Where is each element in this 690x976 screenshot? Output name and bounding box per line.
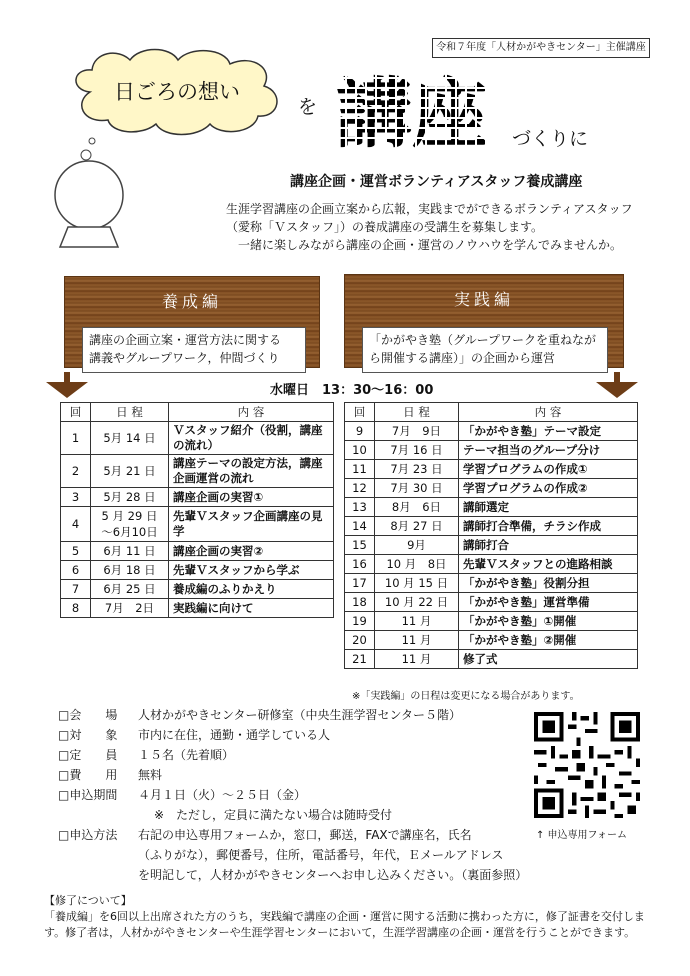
- row-content: 「かがやき塾」②開催: [459, 631, 638, 650]
- col-no: 回: [345, 403, 375, 422]
- qr-code-icon[interactable]: [534, 712, 640, 818]
- qr-caption: ↑ 申込専用フォーム: [536, 830, 628, 841]
- kouza-dotmatrix-title: [336, 66, 496, 152]
- row-date: 10 月 15 日: [375, 574, 459, 593]
- row-date: 5 月 29 日 ～6月10日: [91, 507, 169, 542]
- fee-value: 無料: [138, 768, 163, 782]
- table-row: [345, 536, 638, 555]
- row-content: 講座テーマの設定方法，講座企画運営の流れ: [169, 455, 334, 488]
- row-content: 「かがやき塾」役割分担: [459, 574, 638, 593]
- course-a-desc: 講座の企画立案・運営方法に関する 講義やグループワーク，仲間づくり: [82, 327, 306, 373]
- table-row: [61, 580, 334, 599]
- target-value: 市内に在住，通勤・通学している人: [138, 728, 331, 742]
- completion-title: 【修了について】: [44, 894, 132, 907]
- completion-section: [44, 893, 656, 941]
- table-row: [61, 455, 334, 488]
- row-number: 12: [345, 479, 375, 498]
- table-row: [61, 542, 334, 561]
- row-date: 8月 27 日: [375, 517, 459, 536]
- row-date: 7月 16 日: [375, 441, 459, 460]
- row-content: 講師打合: [459, 536, 638, 555]
- subtitle: 講座企画・運営ボランティアスタッフ養成講座: [290, 174, 583, 190]
- row-content: 先輩Ｖスタッフから学ぶ: [169, 561, 334, 580]
- capacity-value: １５名（先着順）: [138, 748, 235, 762]
- row-content: 先輩Ｖスタッフとの進路相談: [459, 555, 638, 574]
- capacity-label: □定 員: [58, 748, 118, 762]
- row-date: 9月: [375, 536, 459, 555]
- col-no: 回: [61, 403, 91, 422]
- schedule-note: ※「実践編」の日程は変更になる場合があります。: [352, 691, 580, 702]
- row-content: 「かがやき塾」運営準備: [459, 593, 638, 612]
- arrow-down-icon: [44, 372, 90, 398]
- row-number: 19: [345, 612, 375, 631]
- row-number: 21: [345, 650, 375, 669]
- intro-line: （愛称「Ｖスタッフ」）の養成講座の受講生を募集します。: [226, 220, 544, 234]
- arrow-down-icon: [594, 372, 640, 398]
- info-section: [58, 705, 538, 885]
- table-row: [345, 631, 638, 650]
- table-row: [345, 612, 638, 631]
- col-content: 内 容: [169, 403, 334, 422]
- table-row: [345, 593, 638, 612]
- row-date: 7月 9日: [375, 422, 459, 441]
- method-line: （ふりがな），郵便番号，住所，電話番号，年代，Ｅメールアドレス: [138, 848, 504, 862]
- row-content: 学習プログラムの作成②: [459, 479, 638, 498]
- row-content: 講師打合準備，チラシ作成: [459, 517, 638, 536]
- row-date: 5月 28 日: [91, 488, 169, 507]
- row-content: 講師選定: [459, 498, 638, 517]
- venue-value: 人材かがやきセンター研修室（中央生涯学習センター５階）: [138, 708, 462, 722]
- svg-text:講座: 講座: [336, 69, 488, 152]
- row-date: 6月 11 日: [91, 542, 169, 561]
- row-number: 5: [61, 542, 91, 561]
- table-row: [61, 561, 334, 580]
- row-number: 18: [345, 593, 375, 612]
- row-content: 先輩Ｖスタッフ企画講座の見学: [169, 507, 334, 542]
- row-content: テーマ担当のグループ分け: [459, 441, 638, 460]
- row-number: 11: [345, 460, 375, 479]
- table-row: [345, 555, 638, 574]
- row-number: 4: [61, 507, 91, 542]
- target-label: □対 象: [58, 728, 118, 742]
- course-a-title: 養成編: [161, 292, 222, 311]
- period-label: □申込期間: [58, 788, 118, 802]
- row-date: 5月 21 日: [91, 455, 169, 488]
- method-label: □申込方法: [58, 828, 118, 842]
- row-number: 13: [345, 498, 375, 517]
- row-number: 1: [61, 422, 91, 455]
- row-date: 7月 2日: [91, 599, 169, 618]
- row-date: 11 月: [375, 631, 459, 650]
- row-number: 3: [61, 488, 91, 507]
- sponsor-label: 令和７年度「人材かがやきセンター」主催講座: [432, 38, 650, 58]
- row-content: 「かがやき塾」テーマ設定: [459, 422, 638, 441]
- row-number: 15: [345, 536, 375, 555]
- col-date: 日 程: [375, 403, 459, 422]
- headline-suffix: づくりに: [512, 128, 589, 150]
- headline-particle: を: [298, 96, 318, 118]
- table-row: [61, 422, 334, 455]
- row-date: 6月 18 日: [91, 561, 169, 580]
- row-number: 9: [345, 422, 375, 441]
- course-b-desc: 「かがやき塾（グループワークを重ねなが ら開催する講座）」の企画から運営: [362, 327, 608, 373]
- row-date: 7月 30 日: [375, 479, 459, 498]
- col-content: 内 容: [459, 403, 638, 422]
- intro-line: 生涯学習講座の企画立案から広報，実践までができるボランティアスタッフ: [226, 202, 633, 216]
- table-row: [345, 460, 638, 479]
- table-row: [345, 441, 638, 460]
- session-time: 水曜日 13：30～16：00: [270, 383, 434, 398]
- col-date: 日 程: [91, 403, 169, 422]
- completion-line: す。修了者は，人材かがやきセンターや生涯学習センターにおいて，生涯学習講座の企画・運営を行うことができます。: [44, 926, 636, 939]
- table-row: [345, 650, 638, 669]
- table-row: [345, 498, 638, 517]
- table-row: [345, 479, 638, 498]
- row-content: 「かがやき塾」①開催: [459, 612, 638, 631]
- row-number: 17: [345, 574, 375, 593]
- table-row: [345, 517, 638, 536]
- method-line: 右記の申込専用フォームか，窓口，郵送，FAXで講座名，氏名: [138, 828, 472, 842]
- row-date: 8月 6日: [375, 498, 459, 517]
- row-content: 学習プログラムの作成①: [459, 460, 638, 479]
- crystal-ball-icon: [46, 135, 132, 250]
- row-date: 11 月: [375, 612, 459, 631]
- table-row: [61, 599, 334, 618]
- row-content: 実践編に向けて: [169, 599, 334, 618]
- schedule-table-a: [60, 402, 334, 618]
- row-date: 10 月 8日: [375, 555, 459, 574]
- table-row: [61, 507, 334, 542]
- course-b-title: 実践編: [453, 290, 514, 309]
- row-date: 6月 25 日: [91, 580, 169, 599]
- completion-line: 「養成編」を6回以上出席された方のうち，実践編で講座の企画・運営に関する活動に携わった方に，修了証書を交付しま: [44, 910, 645, 923]
- cloud-text: 日ごろの想い: [114, 80, 240, 104]
- table-row: [61, 488, 334, 507]
- row-content: 修了式: [459, 650, 638, 669]
- venue-label: □会 場: [58, 708, 118, 722]
- row-number: 10: [345, 441, 375, 460]
- method-line: を明記して，人材かがやきセンターへお申し込みください。（裏面参照）: [138, 868, 528, 882]
- row-number: 6: [61, 561, 91, 580]
- fee-label: □費 用: [58, 768, 118, 782]
- intro-line: 一緒に楽しみながら講座の企画・運営のノウハウを学んでみませんか。: [238, 238, 623, 252]
- row-number: 14: [345, 517, 375, 536]
- row-date: 11 月: [375, 650, 459, 669]
- row-number: 2: [61, 455, 91, 488]
- row-content: 講座企画の実習①: [169, 488, 334, 507]
- row-number: 20: [345, 631, 375, 650]
- row-number: 8: [61, 599, 91, 618]
- row-date: 7月 23 日: [375, 460, 459, 479]
- period-value: ４月１日（火）～２５日（金）: [138, 788, 307, 802]
- row-date: 10 月 22 日: [375, 593, 459, 612]
- row-number: 16: [345, 555, 375, 574]
- intro-text: [226, 200, 656, 254]
- schedule-table-b: [344, 402, 638, 669]
- row-number: 7: [61, 580, 91, 599]
- table-row: [345, 574, 638, 593]
- row-content: 養成編のふりかえり: [169, 580, 334, 599]
- table-row: [345, 422, 638, 441]
- row-content: Ｖスタッフ紹介（役割，講座の流れ）: [169, 422, 334, 455]
- period-note: ※ ただし，定員に満たない場合は随時受付: [154, 808, 393, 822]
- row-date: 5月 14 日: [91, 422, 169, 455]
- row-content: 講座企画の実習②: [169, 542, 334, 561]
